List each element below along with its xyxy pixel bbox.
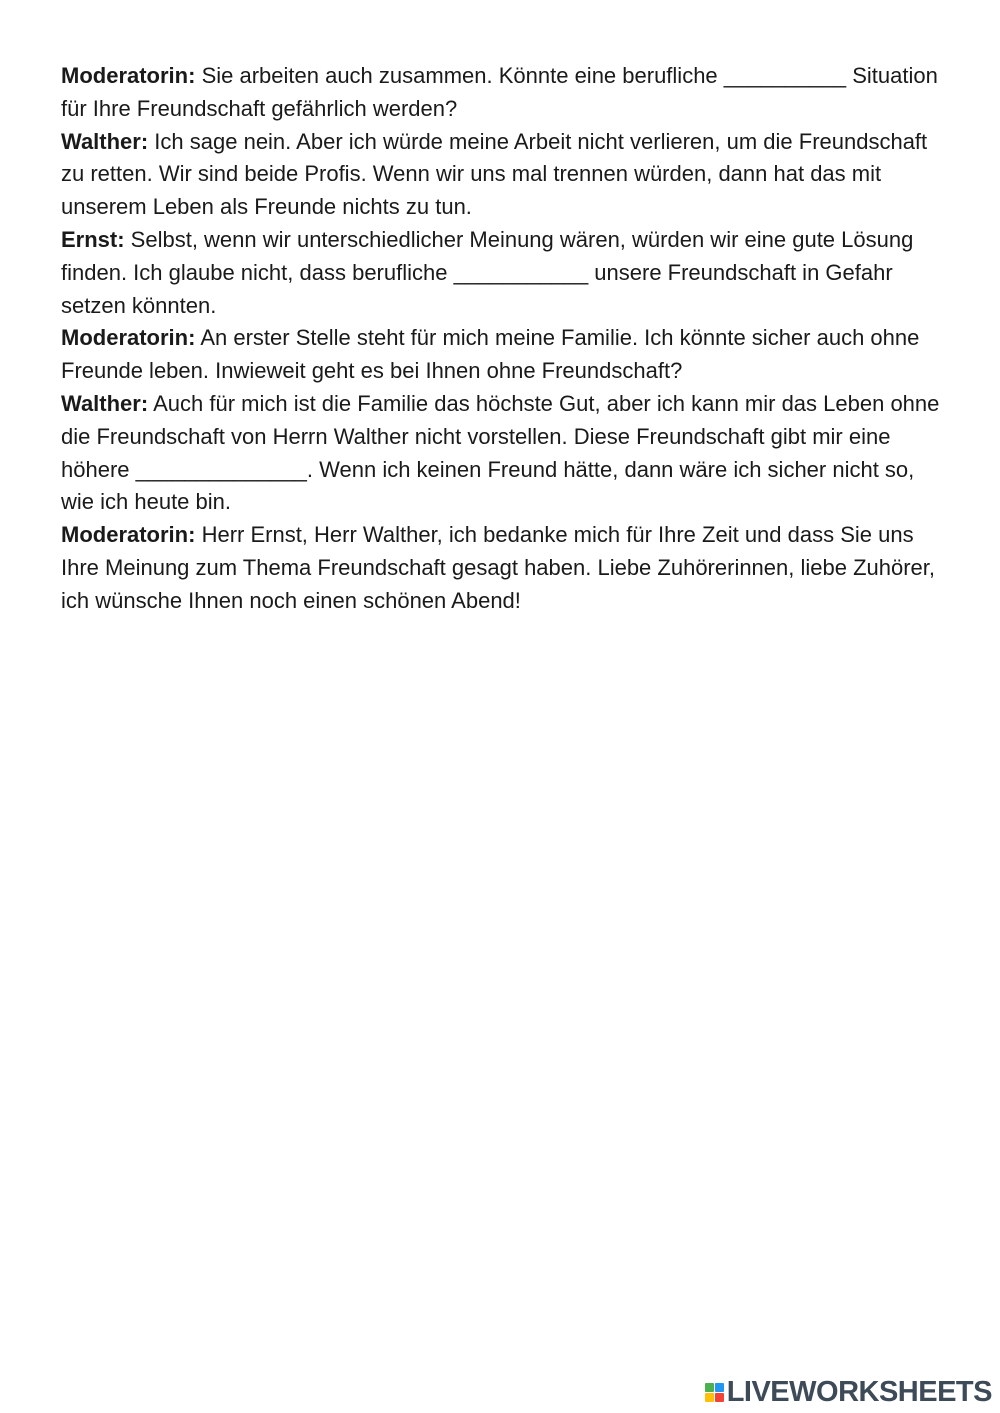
dialogue-text: Sie arbeiten auch zusammen. Könnte eine berufliche __________ Situation für Ihre Freundschaft gefährlich werden? — [61, 63, 938, 121]
dialogue-text: Auch für mich ist die Familie das höchste Gut, aber ich kann mir das Leben ohne die Freundschaft von Herrn Walther nicht vorstellen. Diese Freundschaft gibt mir eine höhere ______________. Wenn ich keinen Freund hätte, dann wäre ich sicher nicht so, wie ich heute bin. — [61, 390, 940, 515]
liveworksheets-wordmark: LIVEWORKSHEETS — [726, 1376, 992, 1408]
speaker-label: Moderatorin: — [61, 63, 196, 88]
dialogue-text: Herr Ernst, Herr Walther, ich bedanke mich für Ihre Zeit und dass Sie uns Ihre Meinung zum Thema Freundschaft gesagt haben. Liebe Zuhörerinnen, liebe Zuhörer, ich wünsche Ihnen noch einen schönen Abend! — [61, 522, 936, 613]
dialogue-line-moderatorin — [61, 322, 941, 388]
dialogue-line-ernst — [61, 224, 941, 322]
dialogue-line-moderatorin — [61, 519, 941, 617]
dialogue-line-moderatorin — [61, 60, 941, 126]
dialogue-text: Selbst, wenn wir unterschiedlicher Meinung wären, würden wir eine gute Lösung finden. Ich glaube nicht, dass berufliche ___________ unsere Freundschaft in Gefahr setzen könnten. — [61, 226, 914, 318]
dialogue-text: An erster Stelle steht für mich meine Familie. Ich könnte sicher auch ohne Freunde leben. Inwieweit geht es bei Ihnen ohne Freundschaft? — [61, 325, 920, 384]
logo-square-yellow — [705, 1393, 714, 1402]
logo-square-red — [715, 1393, 724, 1402]
speaker-label: Moderatorin: — [61, 325, 196, 351]
logo-square-green — [705, 1383, 714, 1392]
speaker-label: Moderatorin: — [61, 522, 196, 548]
dialogue-text: Ich sage nein. Aber ich würde meine Arbeit nicht verlieren, um die Freundschaft zu retten. Wir sind beide Profis. Wenn wir uns mal trennen würden, dann hat das mit unserem Leben als Freunde nichts zu tun. — [61, 128, 928, 220]
speaker-label: Walther: — [61, 390, 149, 416]
logo-square-blue — [715, 1383, 724, 1392]
liveworksheets-logo-icon — [705, 1383, 724, 1402]
speaker-label: Walther: — [61, 128, 149, 154]
speaker-label: Ernst: — [61, 226, 125, 252]
dialogue-line-walther — [61, 388, 941, 519]
dialogue-line-walther — [61, 126, 941, 224]
liveworksheets-watermark — [705, 1377, 992, 1407]
worksheet-text — [61, 60, 941, 618]
